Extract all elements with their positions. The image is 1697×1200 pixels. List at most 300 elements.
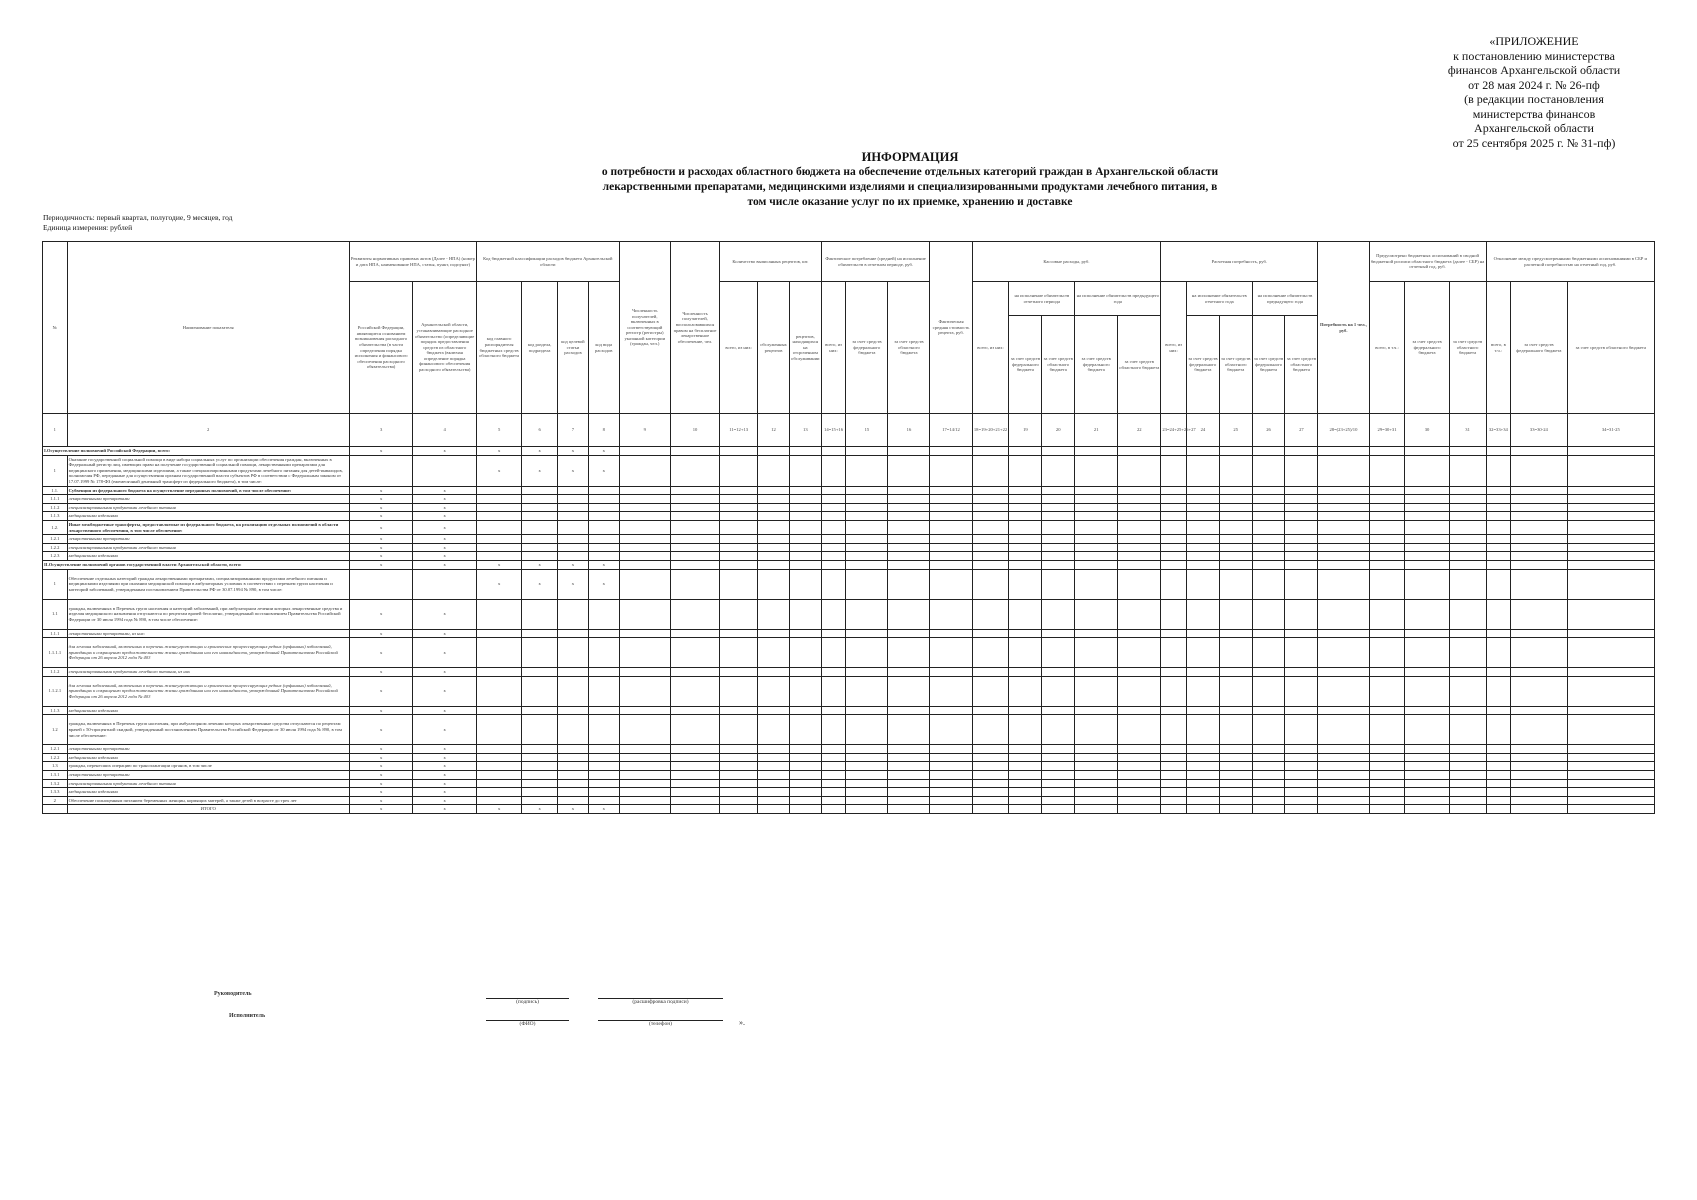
value-cell [1042,668,1075,677]
value-cell [619,715,670,745]
value-cell [930,715,972,745]
value-cell [888,771,930,780]
value-cell [1009,796,1042,805]
value-cell [1075,745,1118,754]
table-row [43,676,1655,706]
row-name: для лечения заболеваний, включенных в перечень жизнеугрожающих и хронических прогрессирующих редких (орфанных) заболеваний, приводящих к сокращению продолжительности жизни гражданина или его инвалидности, утвержденный Правительством Российской Федерации от 26 апреля 2012 года № 403 [67,676,349,706]
value-cell [1405,520,1449,534]
value-cell [1219,668,1252,677]
value-cell [1186,543,1219,552]
value-cell [1161,543,1187,552]
value-cell [1075,638,1118,668]
value-cell [1318,706,1369,715]
value-cell [1318,715,1369,745]
x-cell [558,503,589,512]
x-cell [349,569,413,599]
value-cell [821,552,846,561]
value-cell [1285,796,1318,805]
value-cell [1219,638,1252,668]
column-number: 15 [846,414,888,447]
value-cell [1405,668,1449,677]
value-cell [720,715,758,745]
value-cell [1405,552,1449,561]
value-cell [1567,779,1654,788]
value-cell [1369,771,1405,780]
x-cell [477,779,522,788]
value-cell [789,569,821,599]
value-cell [1567,706,1654,715]
x-cell: х [349,771,413,780]
value-cell [1285,560,1318,569]
value-cell [1449,629,1486,638]
value-cell [846,520,888,534]
value-cell [1369,552,1405,561]
x-cell [558,668,589,677]
value-cell [1161,520,1187,534]
x-cell [558,762,589,771]
value-cell [670,560,719,569]
value-cell [758,762,790,771]
value-cell [1186,599,1219,629]
value-cell [1285,629,1318,638]
appendix-block [1424,34,1644,150]
value-cell [720,762,758,771]
x-cell [588,552,619,561]
value-cell [1219,503,1252,512]
x-cell: х [413,706,477,715]
value-cell [1318,753,1369,762]
value-cell [1486,762,1511,771]
value-cell [1567,535,1654,544]
col-group-npa: Реквизиты нормативных правовых актов (Далее - НПА) (номер и дата НПА, наименование НПА, статья, пункт, подпункт) [349,242,476,282]
value-cell [846,447,888,456]
value-cell [1161,668,1187,677]
x-cell: х [413,495,477,504]
col-cash-total: всего, из них: [972,282,1009,414]
value-cell [1075,512,1118,521]
value-cell [821,715,846,745]
x-cell [477,552,522,561]
value-cell [1285,552,1318,561]
value-cell [821,503,846,512]
col-cash-prev: на исполнение обязательств предыдущего года [1075,282,1161,316]
col-9: Численность получателей, включенных в соответствующий регистр (регистры) указанной категории (граждан, чел.) [619,242,670,414]
value-cell [670,552,719,561]
value-cell [1511,455,1567,486]
value-cell [1075,535,1118,544]
value-cell [1369,638,1405,668]
value-cell [888,543,930,552]
col-rec-served: обслуженных рецептов [758,282,790,414]
value-cell [972,788,1009,797]
value-cell [1042,762,1075,771]
value-cell [1009,447,1042,456]
x-cell: х [413,535,477,544]
value-cell [846,745,888,754]
x-cell [588,745,619,754]
value-cell [846,762,888,771]
value-cell [1252,762,1285,771]
value-cell [720,745,758,754]
value-cell [1042,805,1075,814]
row-name: лекарственными препаратами, из них: [67,629,349,638]
value-cell [758,560,790,569]
value-cell [758,552,790,561]
column-number: 18=19+20+21+22 [972,414,1009,447]
value-cell [972,535,1009,544]
value-cell [619,788,670,797]
value-cell [1219,745,1252,754]
table-row [43,486,1655,495]
appendix-line: Архангельской области [1474,121,1594,135]
value-cell [1369,447,1405,456]
value-cell [1186,771,1219,780]
value-cell [789,599,821,629]
column-number: 32=33+34 [1486,414,1511,447]
value-cell [1075,779,1118,788]
x-cell [477,706,522,715]
value-cell [1009,599,1042,629]
value-cell [1009,762,1042,771]
value-cell [972,569,1009,599]
value-cell [1252,638,1285,668]
value-cell [1486,796,1511,805]
value-cell [1042,503,1075,512]
x-cell [588,762,619,771]
value-cell [930,560,972,569]
value-cell [670,520,719,534]
value-cell [1075,486,1118,495]
x-cell: х [413,552,477,561]
x-cell [477,486,522,495]
row-name: специализированными продуктами лечебного питания [67,543,349,552]
value-cell [1285,569,1318,599]
value-cell [1567,495,1654,504]
value-cell [930,495,972,504]
value-cell [1285,486,1318,495]
x-cell [477,495,522,504]
value-cell [619,753,670,762]
value-cell [972,762,1009,771]
value-cell [1285,779,1318,788]
value-cell [1369,503,1405,512]
value-cell [1405,535,1449,544]
value-cell [1118,569,1161,599]
value-cell [1486,771,1511,780]
value-cell [821,753,846,762]
x-cell: х [522,455,558,486]
value-cell [1219,512,1252,521]
col-calc-cur-fed: за счет средств федерального бюджета [1186,316,1219,414]
value-cell [1075,560,1118,569]
value-cell [1252,805,1285,814]
value-cell [1449,715,1486,745]
value-cell [670,788,719,797]
value-cell [1318,629,1369,638]
value-cell [1405,455,1449,486]
exec-phone-caption: (телефон) [648,1021,673,1027]
value-cell [1042,629,1075,638]
column-number: 25 [1219,414,1252,447]
value-cell [758,779,790,788]
column-number: 31 [1449,414,1486,447]
value-cell [1285,706,1318,715]
value-cell [1511,706,1567,715]
value-cell [1449,779,1486,788]
value-cell [1285,455,1318,486]
value-cell [1042,543,1075,552]
value-cell [846,706,888,715]
value-cell [619,560,670,569]
value-cell [1075,455,1118,486]
value-cell [1161,706,1187,715]
value-cell [1186,779,1219,788]
x-cell: х [588,455,619,486]
x-cell: х [413,796,477,805]
value-cell [1486,668,1511,677]
x-cell: х [349,715,413,745]
value-cell [1252,535,1285,544]
value-cell [888,638,930,668]
value-cell [888,706,930,715]
value-cell [1486,535,1511,544]
value-cell [1486,503,1511,512]
value-cell [1186,495,1219,504]
value-cell [1405,745,1449,754]
column-number: 6 [522,414,558,447]
x-cell [558,520,589,534]
value-cell [1118,771,1161,780]
col-rec-total: всего, из них: [720,282,758,414]
value-cell [930,455,972,486]
value-cell [1405,447,1449,456]
column-number: 27 [1285,414,1318,447]
value-cell [846,771,888,780]
value-cell [821,599,846,629]
value-cell [720,753,758,762]
value-cell [670,779,719,788]
x-cell: х [558,560,589,569]
x-cell [588,788,619,797]
value-cell [720,503,758,512]
value-cell [1075,552,1118,561]
value-cell [1161,629,1187,638]
value-cell [619,779,670,788]
value-cell [821,520,846,534]
value-cell [1118,715,1161,745]
col-group-budget: Предусмотрено бюджетных ассигнований в сводной бюджетной росписи областного бюджета (далее - СБР) на отчетный год, руб. [1369,242,1486,282]
row-name: Субвенция из федерального бюджета на осуществление переданных полномочий, в том числе обеспечение: [67,486,349,495]
value-cell [1186,753,1219,762]
x-cell: х [413,520,477,534]
value-cell [670,745,719,754]
value-cell [619,552,670,561]
value-cell [1318,535,1369,544]
value-cell [930,543,972,552]
x-cell [477,762,522,771]
value-cell [619,668,670,677]
value-cell [821,495,846,504]
value-cell [1567,552,1654,561]
value-cell [1449,762,1486,771]
value-cell [1219,629,1252,638]
value-cell [789,706,821,715]
row-number: 1.1.3 [43,706,68,715]
value-cell [821,668,846,677]
col-calc-total: всего, из них: [1161,282,1187,414]
x-cell [588,706,619,715]
value-cell [1405,779,1449,788]
column-number: 30 [1405,414,1449,447]
value-cell [1118,495,1161,504]
x-cell [558,552,589,561]
value-cell [1567,520,1654,534]
row-number: 1.1.3 [43,512,68,521]
value-cell [1486,495,1511,504]
value-cell [1118,745,1161,754]
value-cell [1042,771,1075,780]
value-cell [821,455,846,486]
value-cell [720,676,758,706]
value-cell [1042,535,1075,544]
value-cell [888,753,930,762]
col-kbk-vr: код вида расходов [588,282,619,414]
value-cell [888,535,930,544]
x-cell [522,676,558,706]
value-cell [1567,762,1654,771]
value-cell [1567,805,1654,814]
value-cell [972,560,1009,569]
row-name: медицинскими изделиями [67,512,349,521]
value-cell [972,779,1009,788]
value-cell [1118,560,1161,569]
value-cell [1449,552,1486,561]
value-cell [1075,520,1118,534]
x-cell: х [349,495,413,504]
x-cell: х [349,512,413,521]
value-cell [1318,543,1369,552]
table-row [43,495,1655,504]
value-cell [1285,753,1318,762]
value-cell [1369,745,1405,754]
value-cell [758,535,790,544]
value-cell [1118,520,1161,534]
value-cell [1252,447,1285,456]
value-cell [1009,668,1042,677]
value-cell [619,520,670,534]
value-cell [930,668,972,677]
value-cell [758,629,790,638]
column-number: 23=24+25+26+27 [1161,414,1187,447]
value-cell [1318,676,1369,706]
value-cell [972,486,1009,495]
value-cell [1009,745,1042,754]
value-cell [1075,503,1118,512]
value-cell [888,629,930,638]
value-cell [1252,796,1285,805]
column-number: 12 [758,414,790,447]
x-cell [477,535,522,544]
value-cell [1252,503,1285,512]
x-cell: х [413,676,477,706]
row-number: 1.2. [43,520,68,534]
value-cell [1405,599,1449,629]
value-cell [972,715,1009,745]
value-cell [1009,805,1042,814]
value-cell [619,495,670,504]
x-cell [522,638,558,668]
value-cell [888,520,930,534]
value-cell [670,638,719,668]
value-cell [1318,486,1369,495]
row-number: 1.3.2 [43,779,68,788]
value-cell [1042,552,1075,561]
col-bud-reg: за счет средств областного бюджета [1449,282,1486,414]
value-cell [1009,560,1042,569]
value-cell [1186,447,1219,456]
value-cell [846,676,888,706]
value-cell [1405,706,1449,715]
value-cell [1405,805,1449,814]
value-cell [1369,762,1405,771]
value-cell [619,503,670,512]
x-cell: х [558,805,589,814]
value-cell [1075,668,1118,677]
head-decode-caption: (расшифровка подписи) [632,999,689,1005]
value-cell [1252,676,1285,706]
value-cell [758,796,790,805]
value-cell [1511,520,1567,534]
value-cell [1567,676,1654,706]
x-cell [522,745,558,754]
x-cell [522,486,558,495]
value-cell [720,535,758,544]
value-cell [1161,447,1187,456]
value-cell [972,771,1009,780]
value-cell [720,455,758,486]
value-cell [1009,676,1042,706]
value-cell [1449,486,1486,495]
column-number: 28=(23+25)/10 [1318,414,1369,447]
value-cell [1486,629,1511,638]
appendix-line: (в редакции постановления [1464,92,1604,106]
value-cell [1511,638,1567,668]
value-cell [1486,638,1511,668]
column-number: 5 [477,414,522,447]
value-cell [846,560,888,569]
x-cell [588,535,619,544]
value-cell [758,512,790,521]
value-cell [1486,706,1511,715]
value-cell [1186,569,1219,599]
value-cell [1449,788,1486,797]
x-cell: х [349,543,413,552]
value-cell [1318,495,1369,504]
value-cell [972,512,1009,521]
value-cell [1486,676,1511,706]
x-cell: х [413,503,477,512]
value-cell [1486,455,1511,486]
value-cell [1511,495,1567,504]
value-cell [888,599,930,629]
column-number: 9 [619,414,670,447]
value-cell [789,638,821,668]
value-cell [1318,779,1369,788]
x-cell: х [522,447,558,456]
value-cell [1161,552,1187,561]
x-cell [588,676,619,706]
value-cell [619,706,670,715]
